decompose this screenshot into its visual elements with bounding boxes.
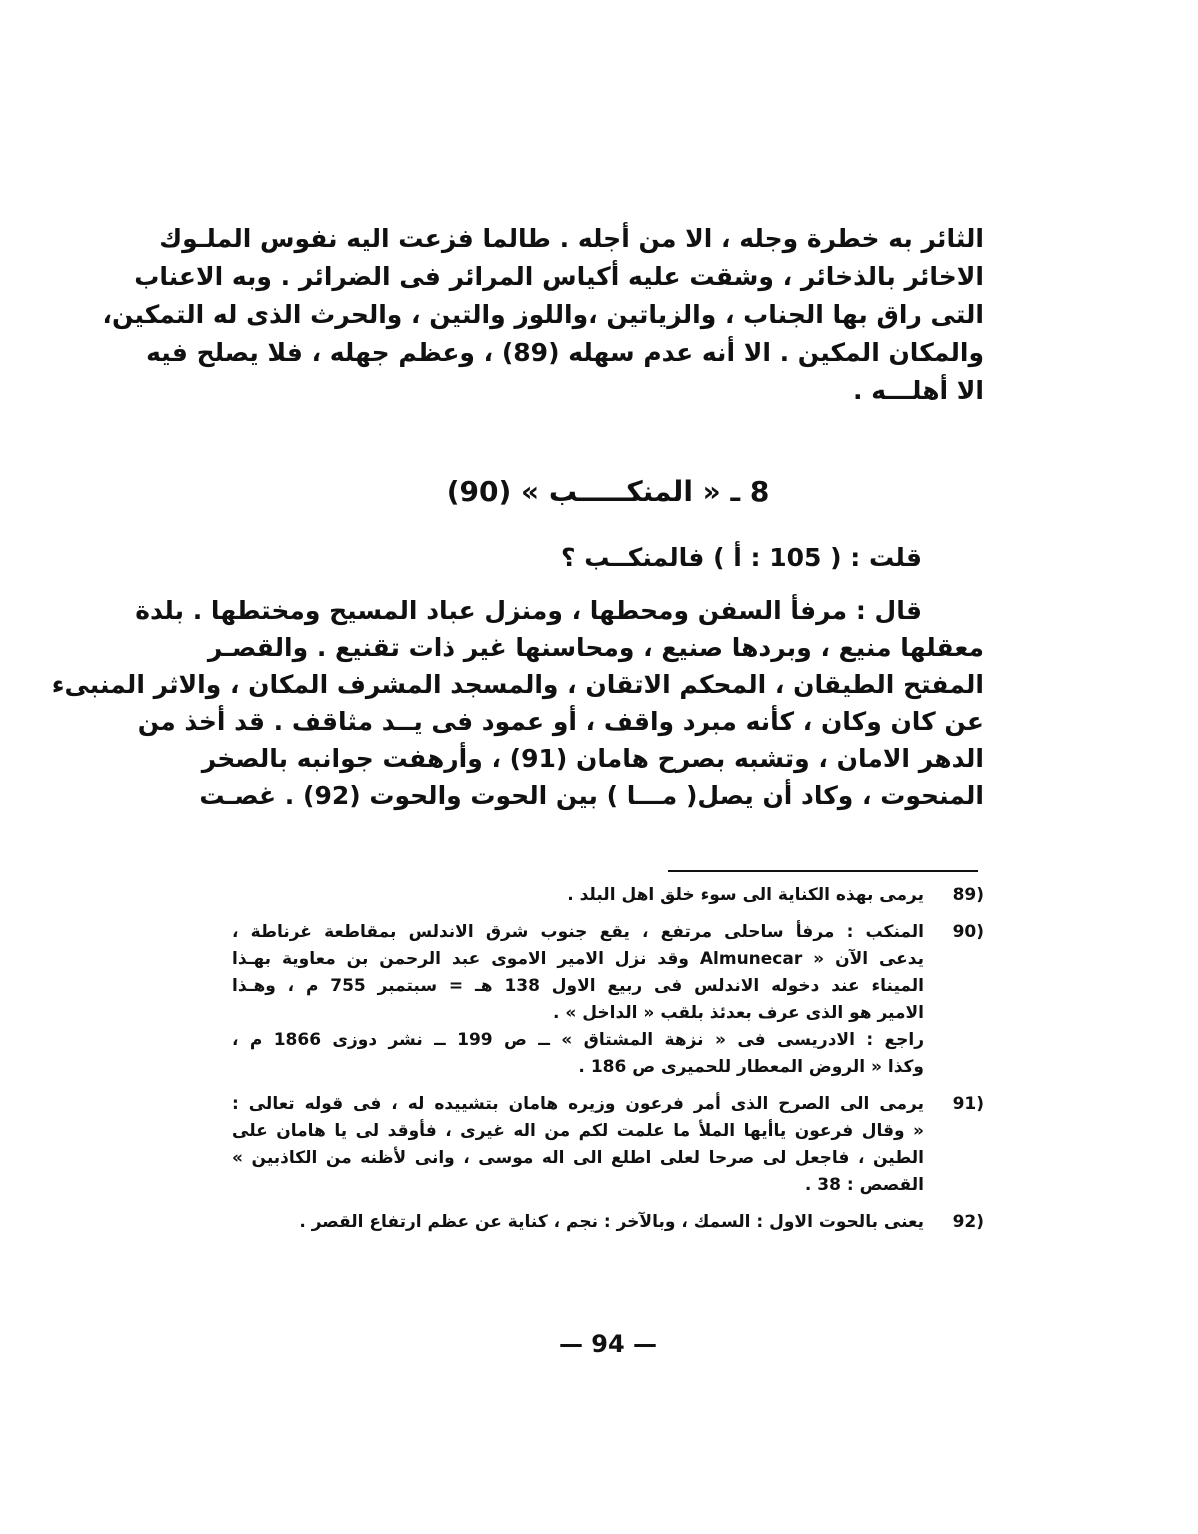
footnote [232, 1091, 984, 1199]
paragraph-line: والمكان المكين . الا أنه عدم سهله (89) ، وعظم جهله ، فلا يصلح فيه [146, 338, 984, 367]
paragraph-line: المنحوت ، وكاد أن يصل( مـــا ) بين الحوت والحوت (92) . غصـت [199, 781, 984, 810]
paragraph-line: التى راق بها الجناب ، والزياتين ،واللوز والتين ، والحرث الذى له التمكين، [102, 300, 984, 329]
footnote [232, 882, 984, 909]
paragraph-line: معقلها منيع ، وبردها صنيع ، ومحاسنها غير ذات تقنيع . والقصـر [207, 633, 984, 662]
footnote-text [232, 1091, 924, 1199]
section-heading: 8 ـ « المنكـــــب » (90) [446, 475, 770, 508]
footnotes [232, 882, 984, 1246]
footnote-line: القصص : 38 . [804, 1175, 924, 1195]
footnote-number: 89) [952, 885, 984, 905]
footnote-line: الامير هو الذى عرف بعدئذ بلقب « الداخل » . [552, 1003, 924, 1023]
footnote-line: يرمى الى الصرح الذى أمر فرعون وزيره هامان بتشييده له ، فى قوله تعالى : [232, 1094, 924, 1114]
footnote [232, 1209, 984, 1236]
footnote-line: راجع : الادريسى فى « نزهة المشتاق » ــ ص 199 ــ نشر دوزى 1866 م ، [232, 1030, 924, 1050]
paragraph-line: عن كان وكان ، كأنه مبرد واقف ، أو عمود فى يــد مثاقف . قد أخذ من [137, 707, 984, 736]
footnote-text [232, 1209, 924, 1236]
paragraph-line: الاخائر بالذخائر ، وشقت عليه أكياس المرائر فى الضرائر . وبه الاعناب [134, 262, 984, 291]
footnote-number: 91) [952, 1094, 984, 1114]
paragraph-line: الا أهلـــه . [853, 376, 984, 405]
paragraph-line: قال : مرفأ السفن ومحطها ، ومنزل عباد المسيح ومختطها . بلدة [135, 596, 922, 625]
footnote-line: وكذا « الروض المعطار للحميرى ص 186 . [578, 1057, 924, 1077]
footnote-line: الطين ، فاجعل لى صرحا لعلى اطلع الى اله موسى ، وانى لأظنه من الكاذبين » [232, 1148, 924, 1168]
page-number: — 94 — [558, 1330, 658, 1358]
footnote [232, 919, 984, 1081]
top-paragraph [102, 220, 984, 410]
footnote-line: يدعى الآن « Almunecar وقد نزل الامير الاموى عبد الرحمن بن معاوية بهـذا [232, 949, 924, 969]
footnote-line: يعنى بالحوت الاول : السمك ، وبالآخر : نجم ، كناية عن عظم ارتفاع القصر . [299, 1212, 924, 1232]
footnote-separator [668, 870, 978, 872]
footnote-line: « وقال فرعون ياأيها الملأ ما علمت لكم من اله غيرى ، فأوقد لى يا هامان على [232, 1121, 924, 1141]
footnote-line: يرمى بهذه الكناية الى سوء خلق اهل البلد . [567, 885, 924, 905]
paragraph-line: الدهر الامان ، وتشبه بصرح هامان (91) ، وأرهفت جوانبه بالصخر [201, 744, 984, 773]
paragraph-line: الثائر به خطرة وجله ، الا من أجله . طالما فزعت اليه نفوس الملـوك [159, 224, 984, 253]
paragraph-line: المفتح الطيقان ، المحكم الاتقان ، والمسجد المشرف المكان ، والاثر المنبىء [51, 670, 984, 699]
footnote-text [232, 882, 924, 909]
footnote-line: المنكب : مرفأ ساحلى مرتفع ، يقع جنوب شرق الاندلس بمقاطعة غرناطة ، [232, 922, 924, 942]
main-paragraph [51, 592, 984, 814]
question-line: قلت : ( 105 : أ ) فالمنكــب ؟ [561, 543, 922, 572]
footnote-number: 90) [952, 922, 984, 942]
footnote-text [232, 919, 924, 1081]
footnote-line: الميناء عند دخوله الاندلس فى ربيع الاول 138 هـ = سبتمبر 755 م ، وهـذا [232, 976, 924, 996]
footnote-number: 92) [952, 1212, 984, 1232]
